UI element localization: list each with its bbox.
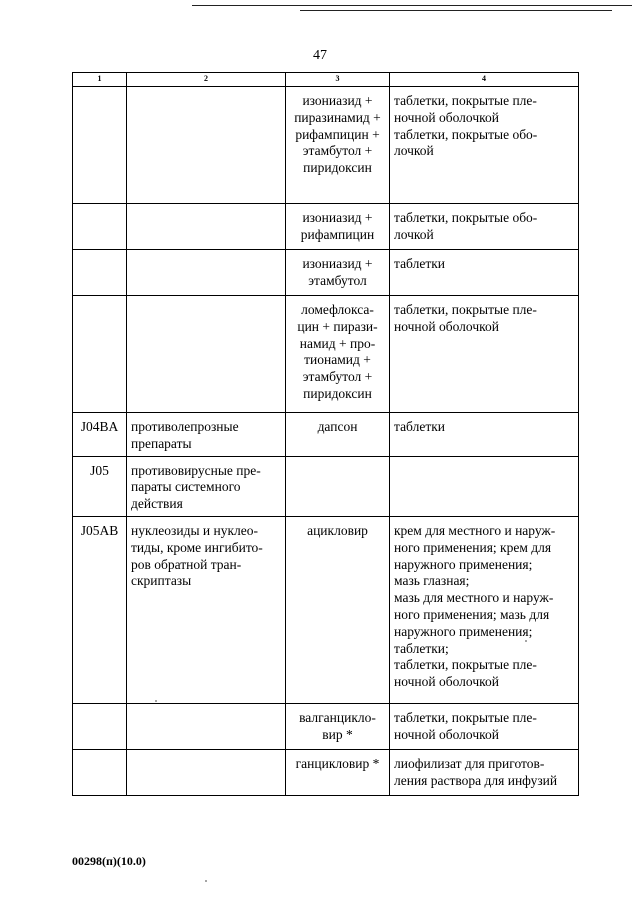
dosage-form-cell bbox=[390, 456, 579, 516]
header-rule-long bbox=[192, 5, 632, 6]
table-row bbox=[73, 204, 579, 250]
page-number: 47 bbox=[313, 48, 327, 63]
scan-speck bbox=[205, 880, 207, 882]
header-col-2: 2 bbox=[127, 73, 286, 87]
atc-code-cell bbox=[73, 296, 127, 413]
header-col-1: 1 bbox=[73, 73, 127, 87]
atc-code-cell bbox=[73, 250, 127, 296]
table-row bbox=[73, 749, 579, 795]
drug-name-cell: изониазид + этамбутол bbox=[286, 250, 390, 296]
medication-table bbox=[72, 72, 579, 796]
dosage-form-cell: таблетки, покрытые пле- ночной оболочкой bbox=[390, 296, 579, 413]
group-name-cell: нуклеозиды и нуклео- тиды, кроме ингибито- ров обратной тран- скриптазы bbox=[127, 516, 286, 703]
atc-code-cell: J04BA bbox=[73, 413, 127, 457]
header-rule-short bbox=[300, 10, 612, 11]
atc-code-cell bbox=[73, 204, 127, 250]
group-name-cell bbox=[127, 250, 286, 296]
group-name-cell bbox=[127, 296, 286, 413]
table-row bbox=[73, 516, 579, 703]
table-row bbox=[73, 250, 579, 296]
atc-code-cell: J05AB bbox=[73, 516, 127, 703]
table-row bbox=[73, 413, 579, 457]
atc-code-cell: J05 bbox=[73, 456, 127, 516]
scan-speck bbox=[525, 640, 527, 642]
atc-code-cell bbox=[73, 703, 127, 749]
atc-code-cell bbox=[73, 749, 127, 795]
dosage-form-cell: таблетки bbox=[390, 413, 579, 457]
group-name-cell bbox=[127, 749, 286, 795]
drug-name-cell: изониазид + рифампицин bbox=[286, 204, 390, 250]
table-row bbox=[73, 296, 579, 413]
dosage-form-cell: крем для местного и наруж- ного применения; крем для наружного применения; мазь глазная; мазь для местного и наруж- ного применения; мазь для наружного применения; таблетки; таблетки, покрытые пле- ночной оболочкой bbox=[390, 516, 579, 703]
group-name-cell bbox=[127, 703, 286, 749]
table-body bbox=[73, 87, 579, 796]
atc-code-cell bbox=[73, 87, 127, 204]
dosage-form-cell: таблетки, покрытые пле- ночной оболочкой bbox=[390, 703, 579, 749]
dosage-form-cell: таблетки, покрытые пле- ночной оболочкой таблетки, покрытые обо- лочкой bbox=[390, 87, 579, 204]
group-name-cell: противолепрозные препараты bbox=[127, 413, 286, 457]
document-footer-code: 00298(п)(10.0) bbox=[72, 854, 146, 868]
drug-name-cell: ломефлокса- цин + пирази- намид + про- тионамид + этамбутол + пиридоксин bbox=[286, 296, 390, 413]
table-header-row bbox=[73, 73, 579, 87]
group-name-cell bbox=[127, 204, 286, 250]
drug-name-cell bbox=[286, 456, 390, 516]
drug-name-cell: валганцикло- вир * bbox=[286, 703, 390, 749]
table-row bbox=[73, 87, 579, 204]
header-col-4: 4 bbox=[390, 73, 579, 87]
header-col-3: 3 bbox=[286, 73, 390, 87]
table-row bbox=[73, 456, 579, 516]
drug-name-cell: изониазид + пиразинамид + рифампицин + этамбутол + пиридоксин bbox=[286, 87, 390, 204]
drug-name-cell: ацикловир bbox=[286, 516, 390, 703]
drug-name-cell: дапсон bbox=[286, 413, 390, 457]
scan-speck bbox=[155, 700, 157, 702]
dosage-form-cell: таблетки, покрытые обо- лочкой bbox=[390, 204, 579, 250]
group-name-cell: противовирусные пре- параты системного действия bbox=[127, 456, 286, 516]
dosage-form-cell: лиофилизат для приготов- ления раствора для инфузий bbox=[390, 749, 579, 795]
table-row bbox=[73, 703, 579, 749]
dosage-form-cell: таблетки bbox=[390, 250, 579, 296]
drug-name-cell: ганцикловир * bbox=[286, 749, 390, 795]
group-name-cell bbox=[127, 87, 286, 204]
